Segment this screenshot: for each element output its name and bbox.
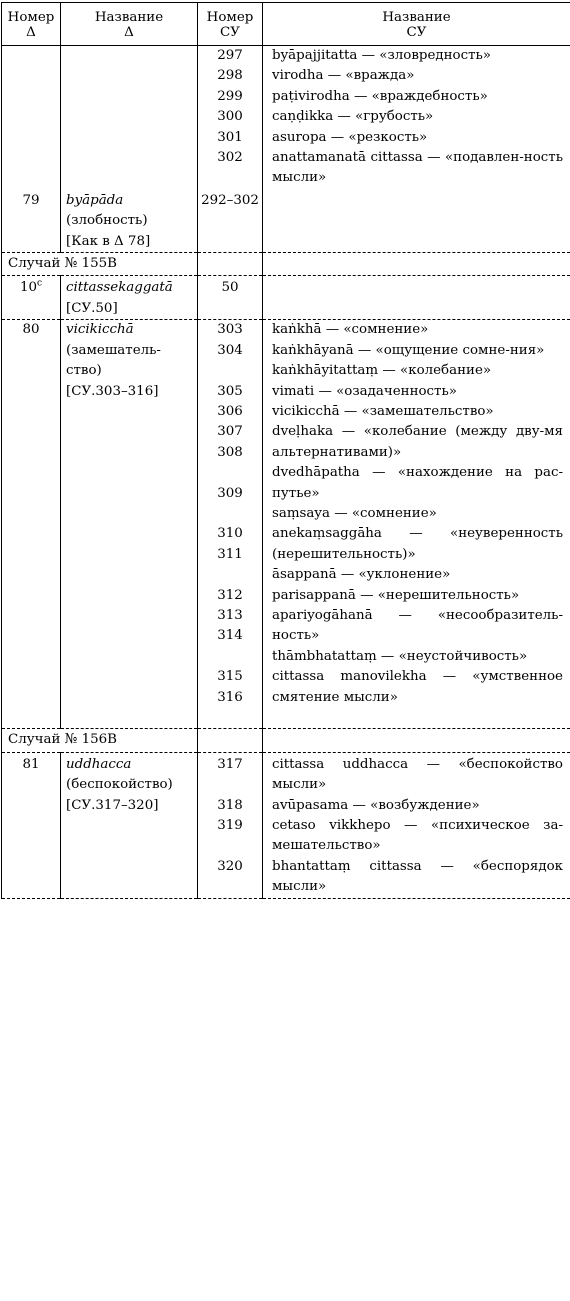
su-number-cell: 303 304 305 306 307 308 309 310 311 312 313 314 315 316 xyxy=(198,320,263,729)
delta-name-cell: vicikicchā (замешатель- ство) [СУ.303–316] xyxy=(61,320,198,729)
delta-number-cell: 81 xyxy=(2,752,61,898)
case-row xyxy=(2,253,570,276)
table-row xyxy=(2,189,570,253)
header-name-delta: Название Δ xyxy=(61,3,198,46)
su-number-cell: 297 298 299 300 301 302 xyxy=(198,46,263,189)
delta-number-cell: 80 xyxy=(2,320,61,729)
case-label: Случай № 155В xyxy=(2,253,61,276)
su-name-cell: kaṅkhā — «сомнение» kaṅkhāyanā — «ощущение сомне-ния» kaṅkhāyitattaṃ — «колебание» vimati — «озадаченность» vicikicchā — «замешательство» dveḷhaka — «колебание (между дву-мя альтернативами)» dvedhāpatha — «нахождение на рас-путье» saṃsaya — «сомнение» anekaṃsaggāha — «неуверенность (нерешительность)» āsappanā — «уклонение» parisappanā — «нерешительность» apariyogāhanā — «несообразитель-ность» thāmbhatattaṃ — «неустойчивость» cittassa manovilekha — «умственное смятение мысли» xyxy=(263,320,570,729)
su-name-cell: byāpajjitatta — «зловредность» virodha — «вражда» paṭivirodha — «враждебность» caṇḍikka — «грубость» asuropa — «резкость» anattamanatā cittassa — «подавлен-ность мысли» xyxy=(263,46,570,189)
delta-name-cell: byāpāda (злобность) [Как в Δ 78] xyxy=(61,189,198,253)
table-header-row xyxy=(2,3,570,46)
table-row xyxy=(2,276,570,320)
header-name-su: Название СУ xyxy=(263,3,570,46)
su-range-cell: 292–302 xyxy=(198,189,263,253)
table-row xyxy=(2,46,570,189)
delta-number-cell: 10$^c$ xyxy=(2,276,61,320)
delta-name-cell: uddhacca (беспокойство) [СУ.317–320] xyxy=(61,752,198,898)
case-row xyxy=(2,729,570,752)
su-name-cell: cittassa uddhacca — «беспокойство мысли» avūpasama — «возбуждение» cetaso vikkhepo — «психическое за-мешательство» bhantattaṃ cittassa — «беспорядок мысли» xyxy=(263,752,570,898)
su-number-cell: 50 xyxy=(198,276,263,320)
table-row xyxy=(2,752,570,898)
header-number-su: Номер СУ xyxy=(198,3,263,46)
delta-number-cell: 79 xyxy=(2,189,61,253)
su-number-cell: 317 318 319 320 xyxy=(198,752,263,898)
correspondence-table xyxy=(1,2,570,899)
case-label: Случай № 156В xyxy=(2,729,61,752)
header-number-delta: Номер Δ xyxy=(2,3,61,46)
table-row xyxy=(2,320,570,729)
delta-name-cell: cittassekaggatā [СУ.50] xyxy=(61,276,198,320)
